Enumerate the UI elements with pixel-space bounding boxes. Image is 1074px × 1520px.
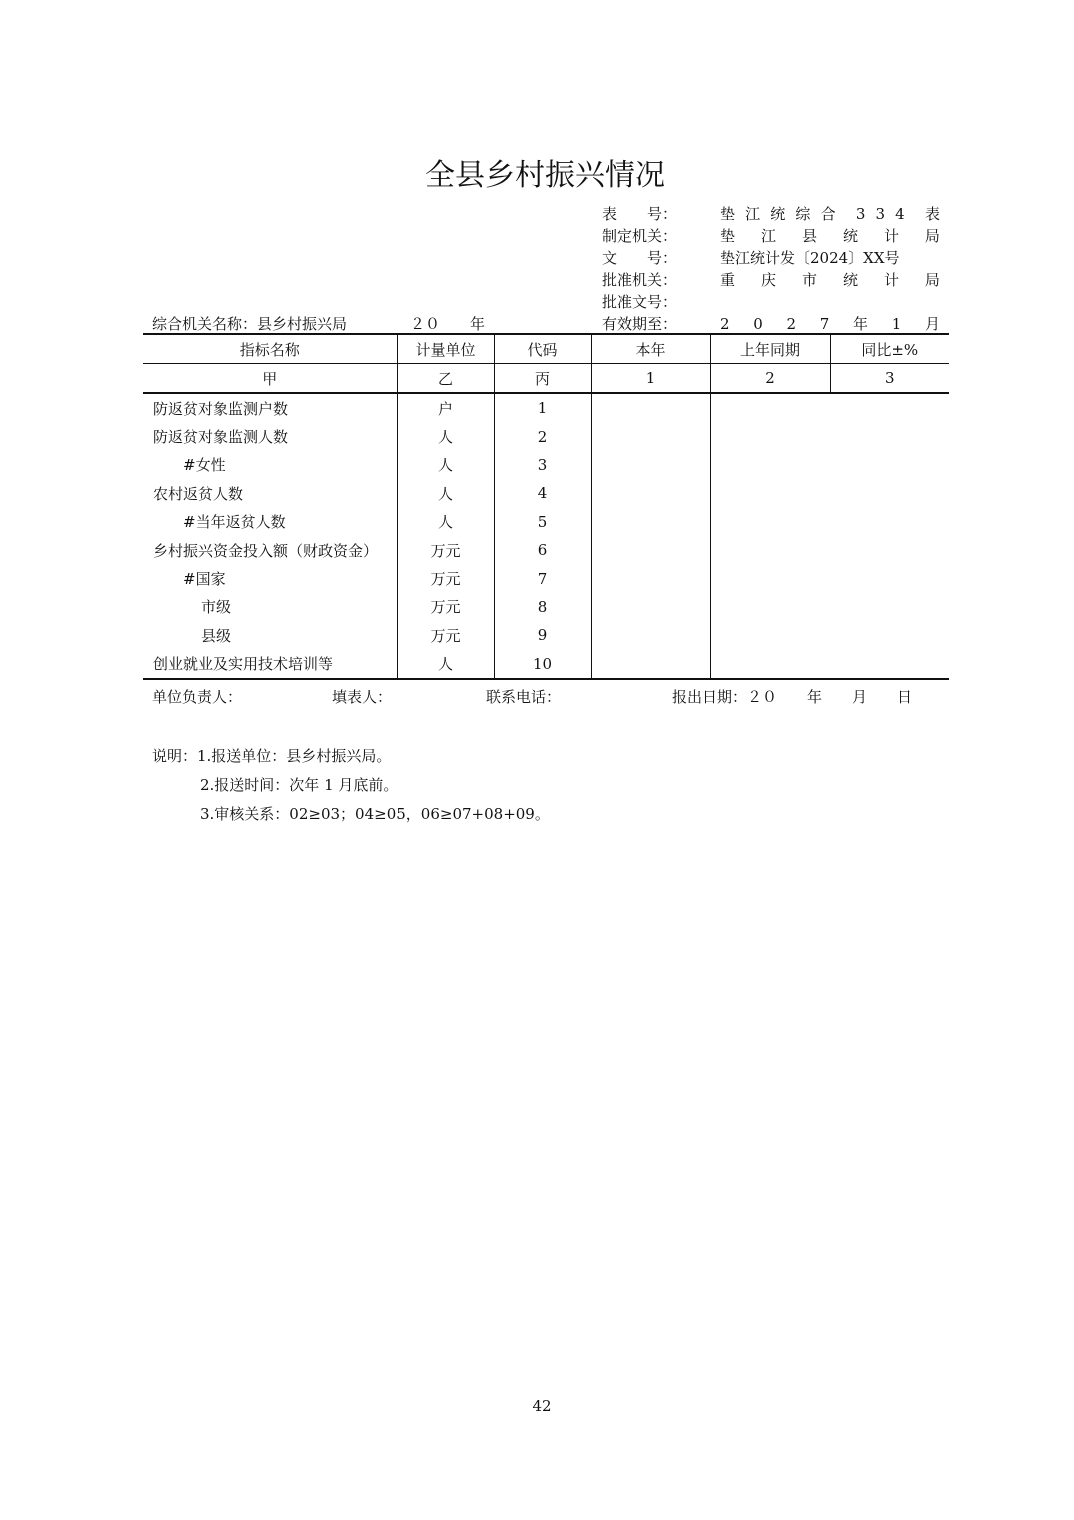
- cell-indicator-name: 市级: [143, 593, 397, 621]
- cell-indicator-name: 防返贫对象监测人数: [143, 422, 397, 450]
- contact-phone-label: 联系电话：: [486, 688, 562, 706]
- meta-value-part: 统: [842, 271, 858, 289]
- cell-this-year: [591, 650, 710, 679]
- meta-value-part: 月: [924, 315, 940, 333]
- cell-last-year: [710, 422, 830, 450]
- cell-unit: 户: [397, 393, 494, 422]
- cell-yoy: [830, 508, 949, 536]
- table-row: [143, 650, 949, 679]
- meta-value: [720, 203, 940, 225]
- cell-indicator-name: #女性: [143, 451, 397, 479]
- cell-code: 8: [494, 593, 591, 621]
- header-this-year: 本年: [591, 334, 710, 364]
- cell-last-year: [710, 593, 830, 621]
- cell-last-year: [710, 393, 830, 422]
- cell-unit: 人: [397, 650, 494, 679]
- cell-unit: 人: [397, 508, 494, 536]
- table-row: [143, 479, 949, 507]
- meta-value-part: 垫: [720, 227, 736, 245]
- meta-value-part: 4: [895, 205, 905, 223]
- cell-unit: 万元: [397, 536, 494, 564]
- meta-value-part: 重: [720, 271, 736, 289]
- cell-this-year: [591, 621, 710, 649]
- note-2: 2.报送时间：次年 1 月底前。: [200, 776, 399, 794]
- responsible-person-label: 单位负责人：: [152, 688, 243, 706]
- cell-last-year: [710, 564, 830, 592]
- form-meta-block: [602, 203, 940, 335]
- cell-yoy: [830, 422, 949, 450]
- page-number: 42: [532, 1397, 552, 1415]
- meta-value-part: 3: [875, 205, 886, 223]
- meta-label: 制定机关：: [602, 227, 678, 245]
- meta-value-part: 年: [853, 315, 869, 333]
- report-year-label: ２０ 年: [410, 315, 486, 333]
- table-row: [143, 593, 949, 621]
- meta-row: [602, 269, 940, 291]
- meta-value: [720, 313, 940, 335]
- cell-indicator-name: #当年返贫人数: [143, 508, 397, 536]
- cell-code: 5: [494, 508, 591, 536]
- meta-value: [720, 291, 940, 313]
- meta-label: 文 号：: [602, 249, 678, 267]
- cell-yoy: [830, 650, 949, 679]
- org-name-label: 综合机关名称：县乡村振兴局: [152, 315, 348, 333]
- meta-label: 批准文号：: [602, 293, 678, 311]
- meta-value-part: 江: [745, 205, 761, 223]
- meta-value-part: 垫: [720, 205, 736, 223]
- table-row: [143, 508, 949, 536]
- cell-indicator-name: 农村返贫人数: [143, 479, 397, 507]
- cell-indicator-name: 创业就业及实用技术培训等: [143, 650, 397, 679]
- statistics-table: [143, 333, 949, 680]
- cell-yoy: [830, 564, 949, 592]
- meta-value-part: 统: [770, 205, 786, 223]
- cell-indicator-name: 乡村振兴资金投入额（财政资金）: [143, 536, 397, 564]
- meta-value-part: 垫江统计发〔2024〕XX号: [720, 249, 900, 267]
- meta-row: [602, 247, 940, 269]
- meta-label: 表 号：: [602, 205, 678, 223]
- table-row: [143, 422, 949, 450]
- table-row: [143, 536, 949, 564]
- subheader-2: 2: [710, 364, 830, 394]
- cell-unit: 人: [397, 479, 494, 507]
- cell-code: 3: [494, 451, 591, 479]
- header-last-year: 上年同期: [710, 334, 830, 364]
- meta-row: [602, 225, 940, 247]
- cell-code: 2: [494, 422, 591, 450]
- meta-row: [602, 313, 940, 335]
- meta-value-part: 局: [924, 271, 940, 289]
- meta-label: 有效期至：: [602, 315, 678, 333]
- cell-yoy: [830, 621, 949, 649]
- cell-indicator-name: 防返贫对象监测户数: [143, 393, 397, 422]
- cell-unit: 万元: [397, 593, 494, 621]
- table-subheader-row: [143, 364, 949, 394]
- meta-value-part: 统: [842, 227, 858, 245]
- cell-code: 10: [494, 650, 591, 679]
- notes-block: [152, 742, 550, 829]
- note-1: 说明：1.报送单位：县乡村振兴局。: [152, 747, 392, 765]
- subheader-yi: 乙: [397, 364, 494, 394]
- table-row: [143, 621, 949, 649]
- cell-code: 4: [494, 479, 591, 507]
- meta-value-part: 综: [795, 205, 811, 223]
- table-header-row: [143, 334, 949, 364]
- meta-row: [602, 203, 940, 225]
- cell-code: 7: [494, 564, 591, 592]
- meta-value-part: 市: [801, 271, 817, 289]
- cell-this-year: [591, 451, 710, 479]
- meta-value-part: 合: [820, 205, 836, 223]
- cell-yoy: [830, 451, 949, 479]
- header-yoy: 同比±%: [830, 334, 949, 364]
- note-3: 3.审核关系：02≥03；04≥05，06≥07+08+09。: [200, 805, 550, 823]
- cell-unit: 万元: [397, 621, 494, 649]
- meta-value-part: 局: [924, 227, 940, 245]
- cell-code: 6: [494, 536, 591, 564]
- cell-yoy: [830, 479, 949, 507]
- cell-last-year: [710, 479, 830, 507]
- meta-value-part: 表: [924, 205, 940, 223]
- cell-yoy: [830, 593, 949, 621]
- header-indicator-name: 指标名称: [143, 334, 397, 364]
- cell-this-year: [591, 422, 710, 450]
- cell-code: 1: [494, 393, 591, 422]
- meta-value-part: 江: [760, 227, 776, 245]
- meta-value-part: 2: [786, 315, 797, 333]
- form-filler-label: 填表人：: [332, 688, 393, 706]
- meta-value-part: 2: [720, 315, 730, 333]
- cell-this-year: [591, 393, 710, 422]
- cell-last-year: [710, 650, 830, 679]
- meta-value-part: 计: [883, 227, 899, 245]
- cell-this-year: [591, 536, 710, 564]
- report-date-label: 报出日期：２０ 年 月 日: [672, 688, 913, 706]
- subheader-3: 3: [830, 364, 949, 394]
- table-row: [143, 451, 949, 479]
- meta-value-part: 0: [753, 315, 763, 333]
- meta-value-part: 计: [883, 271, 899, 289]
- page-title: 全县乡村振兴情况: [425, 158, 665, 193]
- meta-value-part: 庆: [760, 271, 776, 289]
- subheader-bing: 丙: [494, 364, 591, 394]
- meta-value-part: 3: [855, 205, 866, 223]
- cell-yoy: [830, 393, 949, 422]
- cell-last-year: [710, 621, 830, 649]
- meta-label: 批准机关：: [602, 271, 678, 289]
- cell-last-year: [710, 536, 830, 564]
- meta-value-part: 县: [801, 227, 817, 245]
- cell-last-year: [710, 508, 830, 536]
- cell-indicator-name: #国家: [143, 564, 397, 592]
- cell-this-year: [591, 564, 710, 592]
- table-row: [143, 564, 949, 592]
- meta-value-part: 7: [819, 315, 830, 333]
- cell-yoy: [830, 536, 949, 564]
- subheader-1: 1: [591, 364, 710, 394]
- meta-row: [602, 291, 940, 313]
- table-row: [143, 393, 949, 422]
- cell-indicator-name: 县级: [143, 621, 397, 649]
- cell-this-year: [591, 508, 710, 536]
- header-code: 代码: [494, 334, 591, 364]
- header-unit: 计量单位: [397, 334, 494, 364]
- meta-value: [720, 247, 940, 269]
- cell-unit: 人: [397, 422, 494, 450]
- cell-unit: 人: [397, 451, 494, 479]
- meta-value-part: 1: [891, 315, 902, 333]
- meta-value: [720, 225, 940, 247]
- meta-value: [720, 269, 940, 291]
- cell-this-year: [591, 593, 710, 621]
- cell-last-year: [710, 451, 830, 479]
- cell-code: 9: [494, 621, 591, 649]
- cell-unit: 万元: [397, 564, 494, 592]
- cell-this-year: [591, 479, 710, 507]
- subheader-jia: 甲: [143, 364, 397, 394]
